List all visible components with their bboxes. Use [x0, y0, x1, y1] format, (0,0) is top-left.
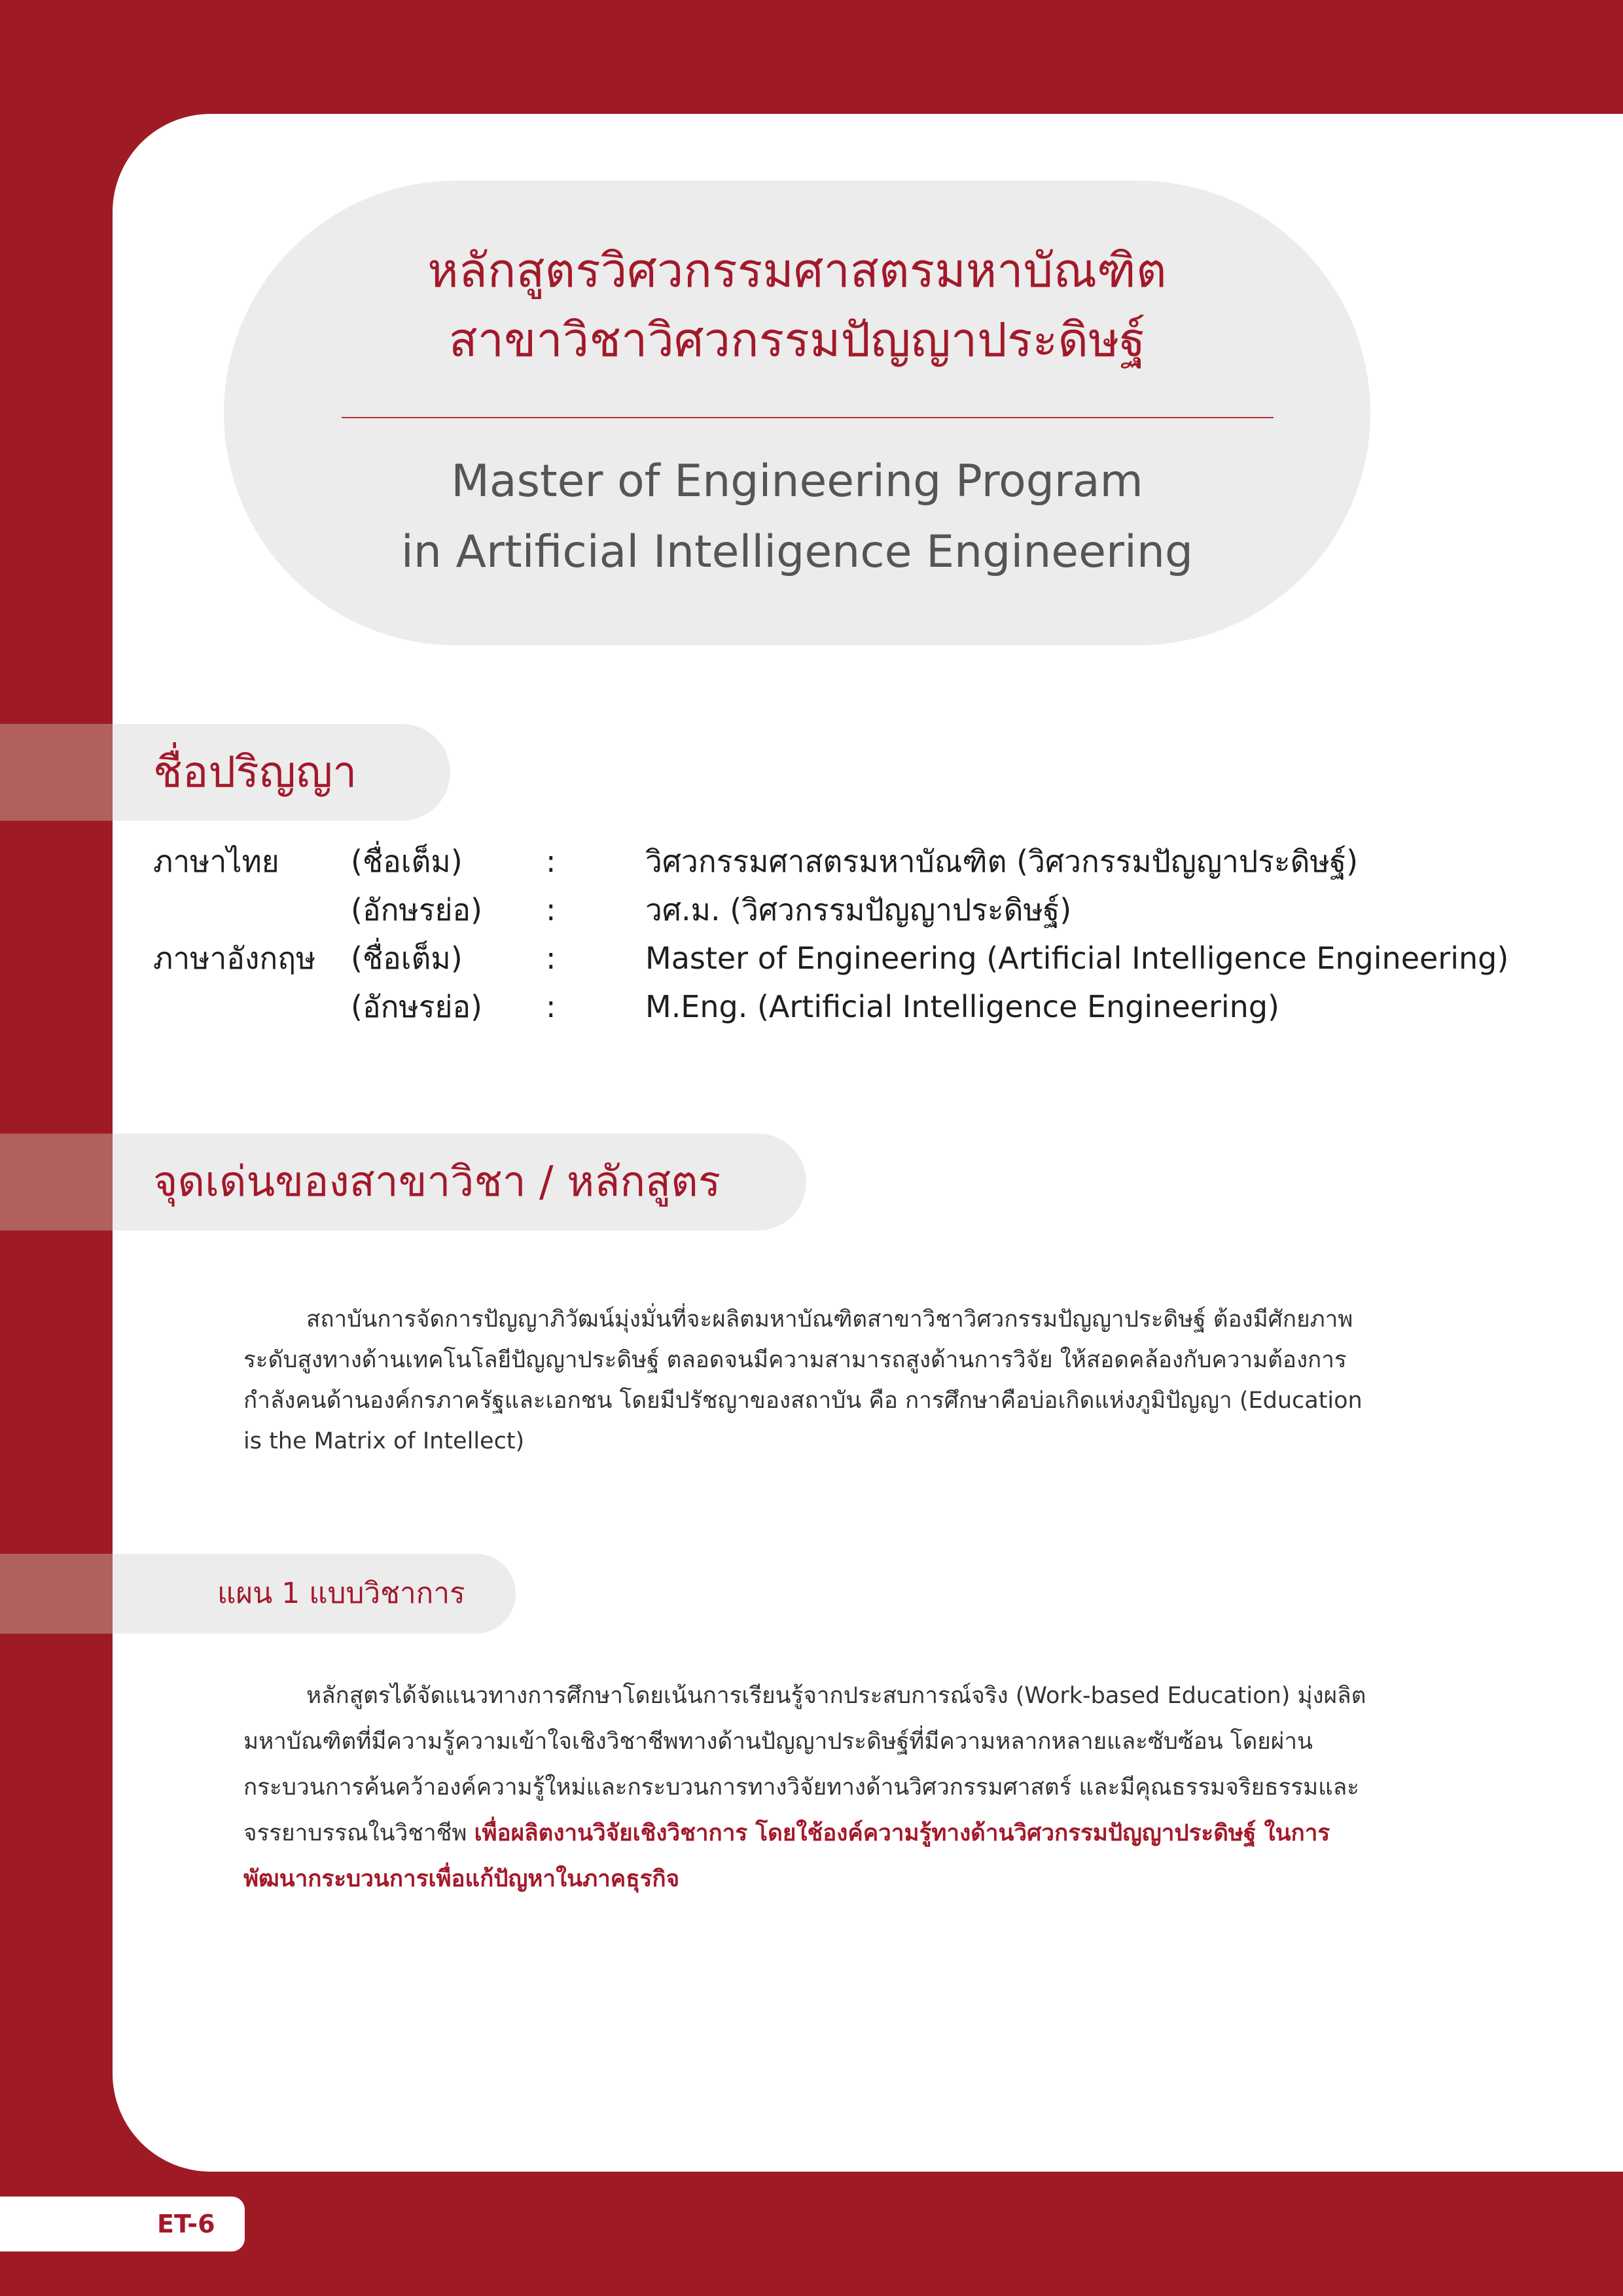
- highlights-heading-band: [0, 1134, 131, 1230]
- degree-heading-band: [0, 724, 131, 821]
- plan-highlight-text: เพื่อผลิตงานวิจัยเชิงวิชาการ โดยใช้องค์ความรู้ทางด้านวิศวกรรมปัญญาประดิษฐ์ ในการ: [474, 1820, 1330, 1846]
- title-divider: [342, 417, 1274, 418]
- highlights-line: กำลังคนด้านองค์กรภาครัฐและเอกชน โดยมีปรัชญาของสถาบัน คือ การศึกษาคือบ่อเกิดแห่งภูมิปัญญา (Education: [243, 1388, 1363, 1414]
- degree-form: (อักษรย่อ): [351, 892, 482, 927]
- degree-heading: ชื่อปริญญา: [153, 747, 357, 797]
- plan-line: หลักสูตรได้จัดแนวทางการศึกษาโดยเน้นการเรียนรู้จากประสบการณ์จริง (Work-based Education) มุ่งผลิต: [306, 1683, 1366, 1709]
- plan-heading: แผน 1 แบบวิชาการ: [217, 1577, 465, 1610]
- highlights-line: สถาบันการจัดการปัญญาภิวัฒน์มุ่งมั่นที่จะผลิตมหาบัณฑิตสาขาวิชาวิศวกรรมปัญญาประดิษฐ์ ต้องมีศักยภาพ: [306, 1306, 1353, 1333]
- degree-value: M.Eng. (Artificial Intelligence Engineering): [645, 989, 1279, 1024]
- degree-form: (ชื่อเต็ม): [351, 844, 463, 879]
- plan-line-text: จรรยาบรรณในวิชาชีพ: [243, 1820, 474, 1846]
- program-title-th-line2: สาขาวิชาวิศวกรรมปัญญาประดิษฐ์: [448, 312, 1146, 367]
- degree-form: (ชื่อเต็ม): [351, 941, 463, 976]
- degree-value: วศ.ม. (วิศวกรรมปัญญาประดิษฐ์): [645, 892, 1072, 927]
- plan-highlight-line: พัฒนากระบวนการเพื่อแก้ปัญหาในภาคธุรกิจ: [243, 1866, 680, 1892]
- degree-lang: ภาษาไทย: [153, 844, 279, 879]
- highlights-line: is the Matrix of Intellect): [243, 1428, 525, 1454]
- program-title-en-line1: Master of Engineering Program: [451, 456, 1143, 507]
- program-title-en-line2: in Artificial Intelligence Engineering: [401, 526, 1194, 578]
- plan-line: มหาบัณฑิตที่มีความรู้ความเข้าใจเชิงวิชาชีพทางด้านปัญญาประดิษฐ์ที่มีความหลากหลายและซับซ้อน โดยผ่าน: [243, 1729, 1313, 1755]
- plan-heading-band: [0, 1554, 131, 1634]
- degree-value: วิศวกรรมศาสตรมหาบัณฑิต (วิศวกรรมปัญญาประดิษฐ์): [645, 844, 1359, 879]
- degree-separator: :: [546, 989, 556, 1024]
- highlights-heading: จุดเด่นของสาขาวิชา / หลักสูตร: [153, 1158, 721, 1206]
- degree-separator: :: [546, 892, 556, 927]
- plan-line: [243, 1810, 1376, 1856]
- degree-value: Master of Engineering (Artificial Intelligence Engineering): [645, 941, 1509, 976]
- highlights-paragraph: [243, 1299, 1376, 1462]
- degree-form: (อักษรย่อ): [351, 989, 482, 1024]
- plan-line: กระบวนการค้นคว้าองค์ความรู้ใหม่และกระบวนการทางวิจัยทางด้านวิศวกรรมศาสตร์ และมีคุณธรรมจริยธรรมและ: [243, 1774, 1359, 1801]
- degree-lang: ภาษาอังกฤษ: [153, 941, 316, 976]
- degree-separator: :: [546, 941, 556, 976]
- plan-paragraph: [243, 1673, 1376, 1902]
- highlights-line: ระดับสูงทางด้านเทคโนโลยีปัญญาประดิษฐ์ ตลอดจนมีความสามารถสูงด้านการวิจัย ให้สอดคล้องกับความต้องการ: [243, 1347, 1347, 1373]
- page-number: ET-6: [157, 2210, 215, 2238]
- degree-separator: :: [546, 844, 556, 879]
- program-title-th-line1: หลักสูตรวิศวกรรมศาสตรมหาบัณฑิต: [427, 243, 1167, 298]
